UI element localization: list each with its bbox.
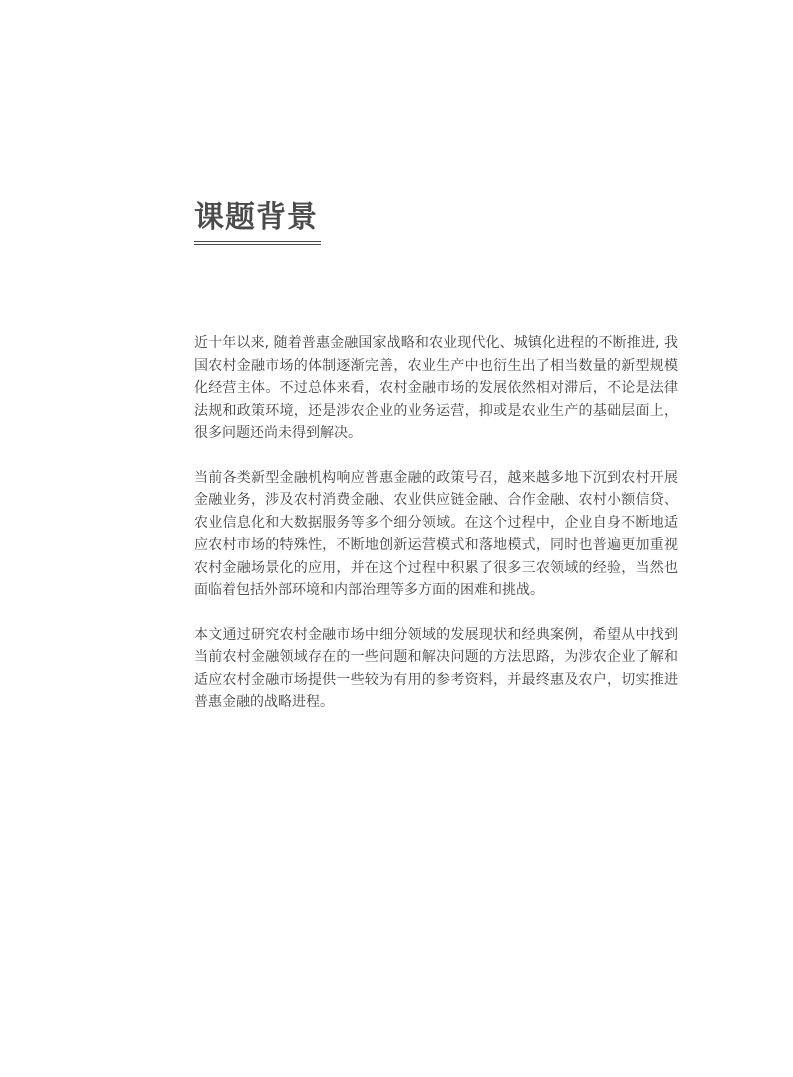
title-underline-secondary	[194, 244, 321, 245]
paragraph-2: 当前各类新型金融机构响应普惠金融的政策号召，越来越多地下沉到农村开展金融业务，涉及农村消费金融、农业供应链金融、合作金融、农村小额信贷、农业信息化和大数据服务等多个细分领域。在这个过程中，企业自身不断地适应农村市场的特殊性，不断地创新运营模式和落地模式，同时也普遍更加重视农村金融场景化的应用，并在这个过程中积累了很多三农领域的经验，当然也面临着包括外部环境和内部治理等多方面的困难和挑战。	[194, 469, 678, 598]
body-text	[194, 332, 678, 714]
paragraph-1: 近十年以来, 随着普惠金融国家战略和农业现代化、城镇化进程的不断推进, 我国农村金融市场的体制逐渐完善，农业生产中也衍生出了相当数量的新型规模化经营主体。不过总体来看，农村金融市场的发展依然相对滞后，不论是法律法规和政策环境，还是涉农企业的业务运营，抑或是农业生产的基础层面上，很多问题还尚未得到解决。	[194, 335, 678, 441]
title-underline	[194, 241, 321, 242]
section-title-block	[194, 198, 324, 245]
paragraph-3: 本文通过研究农村金融市场中细分领域的发展现状和经典案例，希望从中找到当前农村金融领域存在的一些问题和解决问题的方法思路，为涉农企业了解和适应农村金融市场提供一些较为有用的参考资料，并最终惠及农户，切实推进普惠金融的战略进程。	[194, 626, 678, 710]
page-title: 课题背景	[194, 200, 318, 235]
